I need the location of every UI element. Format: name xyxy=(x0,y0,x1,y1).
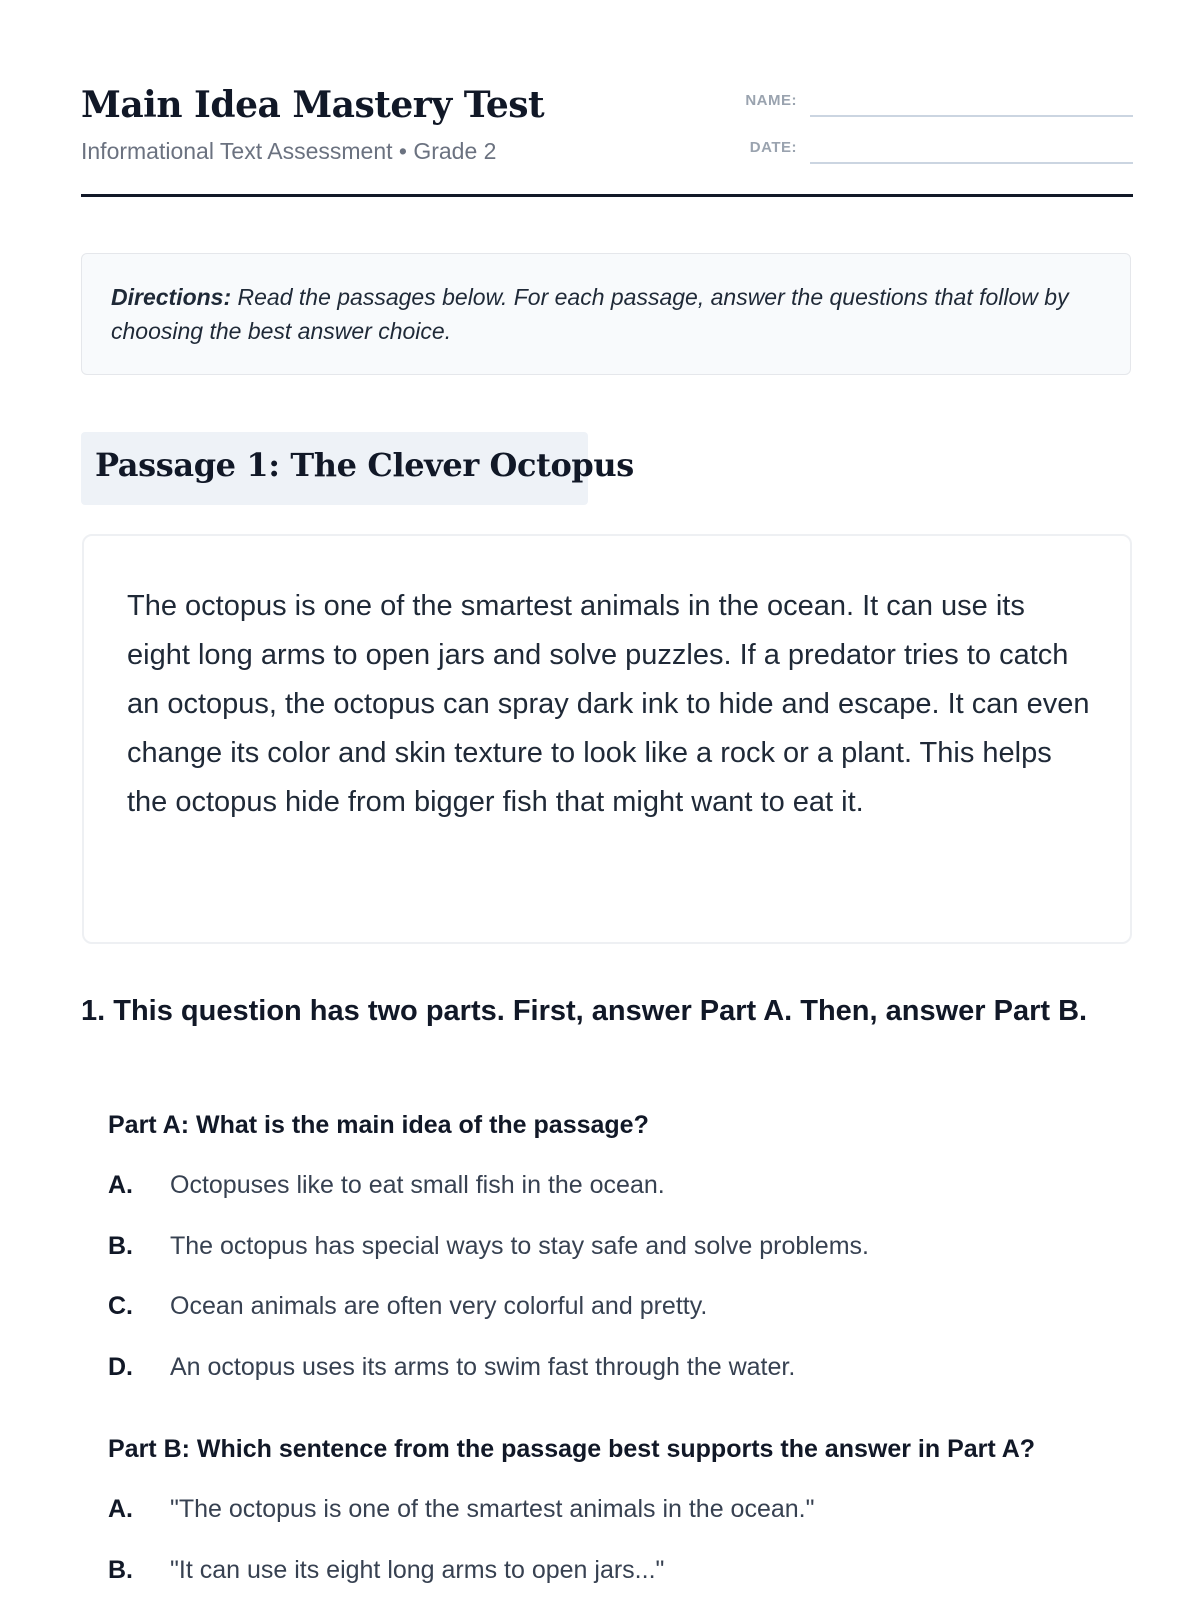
passage-box xyxy=(82,534,1132,944)
choice-letter: D. xyxy=(108,1353,133,1381)
choice-letter: C. xyxy=(108,1292,133,1320)
test-header xyxy=(81,0,1133,200)
choice-text: The octopus has special ways to stay safe and solve problems. xyxy=(170,1232,869,1260)
test-title: Main Idea Mastery Test xyxy=(81,84,545,126)
choice-text: Ocean animals are often very colorful and pretty. xyxy=(170,1292,708,1320)
choice-letter: B. xyxy=(108,1556,133,1584)
choice-letter: A. xyxy=(108,1171,133,1199)
choice-text: Octopuses like to eat small fish in the ocean. xyxy=(170,1171,665,1199)
choice-text: "The octopus is one of the smartest animals in the ocean." xyxy=(170,1495,815,1523)
test-subtitle: Informational Text Assessment • Grade 2 xyxy=(81,138,497,164)
directions-lead: Directions: xyxy=(111,284,232,310)
choice-text: An octopus uses its arms to swim fast through the water. xyxy=(170,1353,796,1381)
part-a-choice-c[interactable] xyxy=(108,1292,1108,1326)
part-b-label: Part B: Which sentence from the passage best supports the answer in Part A? xyxy=(108,1435,1036,1463)
part-b-choice-b[interactable] xyxy=(108,1556,1108,1590)
part-a-choice-d[interactable] xyxy=(108,1353,1108,1387)
question-stem: 1. This question has two parts. First, answer Part A. Then, answer Part B. xyxy=(81,995,1088,1027)
directions-box xyxy=(81,253,1131,375)
header-divider xyxy=(81,194,1133,197)
part-a-choice-a[interactable] xyxy=(108,1171,1108,1205)
choice-text: "It can use its eight long arms to open jars..." xyxy=(170,1556,665,1584)
choice-letter: A. xyxy=(108,1495,133,1523)
part-a-choice-b[interactable] xyxy=(108,1232,1108,1266)
part-a-label: Part A: What is the main idea of the passage? xyxy=(108,1111,649,1139)
directions-text: Read the passages below. For each passage, answer the questions that follow by choosing the best answer choice. xyxy=(111,284,1069,344)
name-field[interactable] xyxy=(810,115,1133,117)
part-b-choice-a[interactable] xyxy=(108,1495,1108,1529)
choice-letter: B. xyxy=(108,1232,133,1260)
passage-text: The octopus is one of the smartest animals in the ocean. It can use its eight long arms to open jars and solve puzzles. If a predator tries to catch an octopus, the octopus can spray dark ink to hide and escape. It can even change its color and skin texture to look like a rock or a plant. This helps the octopus hide from bigger fish that might want to eat it. xyxy=(127,590,1090,818)
date-label: DATE: xyxy=(749,139,797,156)
name-label: NAME: xyxy=(745,92,797,109)
date-field[interactable] xyxy=(810,162,1133,164)
passage-heading: Passage 1: The Clever Octopus xyxy=(81,432,588,505)
